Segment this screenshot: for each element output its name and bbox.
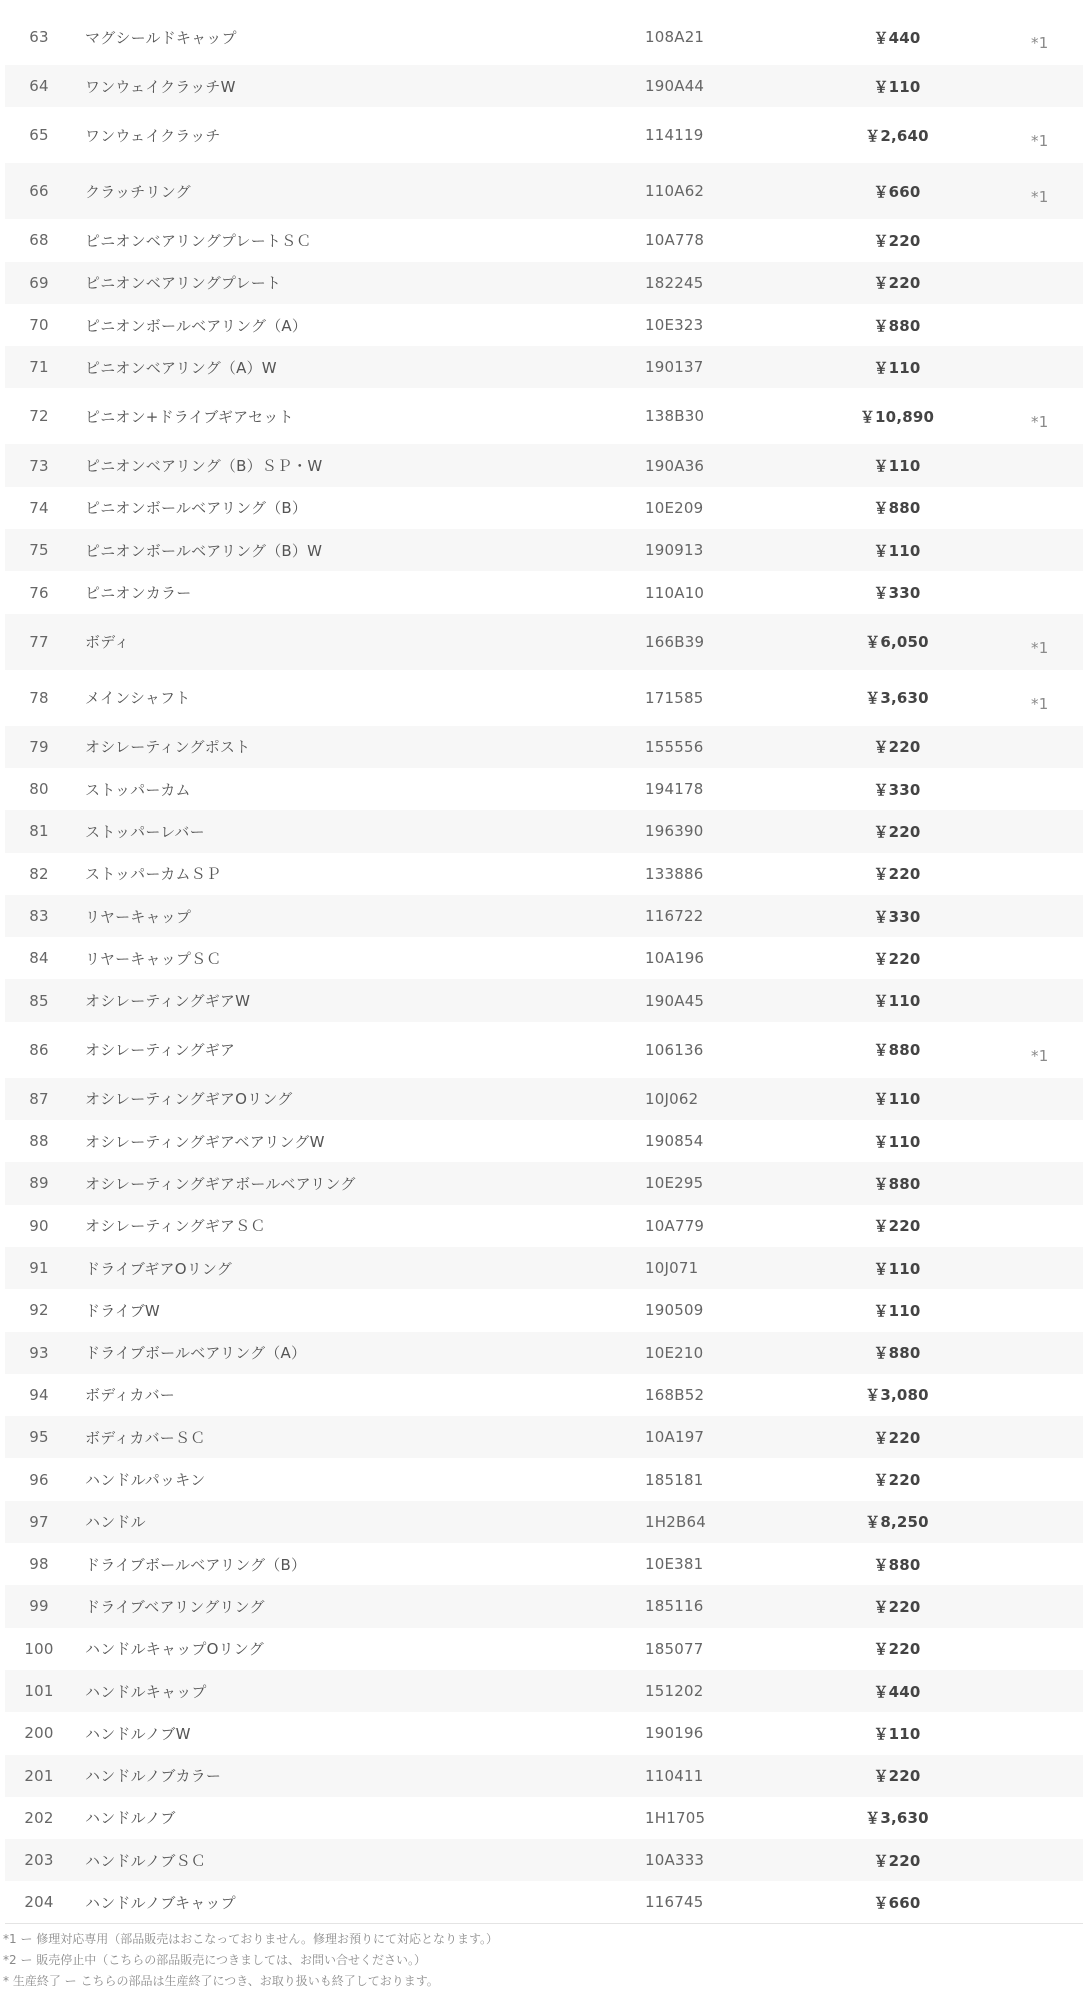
part-name: オシレーティングギアボールベアリング — [85, 1174, 356, 1193]
part-code: 166B39 — [645, 632, 705, 651]
part-number: 69 — [29, 273, 49, 292]
part-name: ピニオンベアリングプレート — [85, 274, 282, 293]
part-name: ボディカバー — [85, 1386, 176, 1405]
part-number: 68 — [29, 231, 49, 250]
note-marker: *1 — [1031, 694, 1049, 713]
part-price: ￥330 — [873, 907, 921, 926]
part-note — [967, 388, 1083, 444]
table-row — [5, 219, 1083, 261]
table-row — [5, 1881, 1083, 1923]
part-code: 194178 — [645, 780, 704, 799]
note-marker: *1 — [1031, 1046, 1049, 1065]
part-note — [967, 304, 1083, 346]
part-number: 87 — [29, 1089, 49, 1108]
part-price: ￥8,250 — [865, 1513, 929, 1532]
part-code: 110A10 — [645, 583, 705, 602]
part-note — [967, 1205, 1083, 1247]
part-number: 92 — [29, 1301, 49, 1320]
part-number: 70 — [29, 316, 49, 335]
part-code: 10E209 — [645, 498, 704, 517]
part-number: 100 — [24, 1639, 54, 1658]
part-code: 116745 — [645, 1881, 827, 1923]
part-note — [967, 1628, 1083, 1670]
part-price: ￥2,640 — [865, 126, 929, 145]
part-note — [967, 1416, 1083, 1458]
part-number: 88 — [29, 1132, 49, 1151]
part-number: 75 — [29, 541, 49, 560]
part-price: ￥880 — [873, 1555, 921, 1574]
part-code: 1H2B64 — [645, 1512, 706, 1531]
table-row — [5, 670, 1083, 726]
part-number: 99 — [29, 1597, 49, 1616]
part-code: 190A45 — [645, 991, 705, 1010]
part-name: オシレーティングポスト — [85, 738, 251, 757]
part-note — [967, 262, 1083, 304]
part-code: 10E323 — [645, 316, 704, 335]
part-note — [967, 1289, 1083, 1331]
table-row — [5, 614, 1083, 670]
part-number: 82 — [29, 864, 49, 883]
part-price: ￥110 — [873, 1724, 921, 1743]
part-code: 106136 — [645, 1040, 704, 1059]
part-price: ￥110 — [873, 1259, 921, 1278]
part-name: ワンウェイクラッチW — [85, 77, 236, 96]
table-row — [5, 1022, 1083, 1078]
part-note — [967, 1120, 1083, 1162]
table-row — [5, 1416, 1083, 1458]
note-marker: *1 — [1031, 188, 1049, 207]
part-note — [967, 1585, 1083, 1627]
table-row — [5, 1839, 1083, 1881]
part-price: ￥880 — [873, 499, 921, 518]
part-code: 10A196 — [645, 949, 705, 968]
part-name: ドライブベアリングリング — [85, 1597, 265, 1616]
part-name: オシレーティングギアベアリングW — [85, 1132, 325, 1151]
part-price: ￥220 — [873, 1640, 921, 1659]
part-code: 10J062 — [645, 1089, 699, 1108]
part-number: 79 — [29, 737, 49, 756]
part-code: 110411 — [645, 1766, 704, 1785]
note-marker: *1 — [1031, 132, 1049, 151]
table-row — [5, 529, 1083, 571]
part-code: 168B52 — [645, 1385, 705, 1404]
part-price: ￥220 — [873, 738, 921, 757]
part-price: ￥220 — [873, 1851, 921, 1870]
table-row — [5, 487, 1083, 529]
part-price: ￥110 — [873, 358, 921, 377]
part-note — [967, 163, 1083, 219]
part-number: 76 — [29, 583, 49, 602]
part-name: リヤーキャップＳＣ — [85, 949, 222, 968]
part-name: ドライブボールベアリング（A） — [85, 1344, 307, 1363]
table-row — [5, 1247, 1083, 1289]
part-code: 196390 — [645, 822, 704, 841]
part-code: 171585 — [645, 688, 704, 707]
part-price: ￥110 — [873, 541, 921, 560]
part-name: ピニオンボールベアリング（B）W — [85, 541, 323, 560]
part-code: 110A62 — [645, 182, 705, 201]
part-code: 138B30 — [645, 407, 705, 426]
part-number: 80 — [29, 780, 49, 799]
part-note — [967, 1839, 1083, 1881]
part-number: 63 — [29, 28, 49, 46]
part-price: ￥110 — [873, 1090, 921, 1109]
part-price: ￥220 — [873, 1597, 921, 1616]
table-row — [5, 1289, 1083, 1331]
part-note — [967, 1022, 1083, 1078]
part-name: ハンドルキャップ — [85, 1682, 207, 1701]
part-code: 10A779 — [645, 1216, 705, 1235]
part-price: ￥220 — [873, 1471, 921, 1490]
part-note — [967, 853, 1083, 895]
part-price: ￥220 — [873, 865, 921, 884]
note-marker: *1 — [1031, 413, 1049, 432]
part-name: ストッパーレバー — [85, 822, 205, 841]
table-row — [5, 1585, 1083, 1627]
part-code: 185116 — [645, 1597, 704, 1616]
table-row — [5, 937, 1083, 979]
part-name: ピニオンベアリング（A）W — [85, 358, 277, 377]
part-name: オシレーティングギアOリング — [85, 1090, 293, 1109]
part-note — [967, 346, 1083, 388]
part-number: 203 — [24, 1851, 54, 1870]
part-name: ハンドルノブ — [85, 1809, 176, 1828]
table-row — [5, 1628, 1083, 1670]
part-number: 95 — [29, 1428, 49, 1447]
table-row — [5, 262, 1083, 304]
part-code: 10E295 — [645, 1174, 704, 1193]
part-number: 78 — [29, 688, 49, 707]
part-name: リヤーキャップ — [85, 907, 192, 926]
part-code: 10A778 — [645, 231, 705, 250]
part-name: オシレーティングギアW — [85, 992, 251, 1011]
part-note — [967, 670, 1083, 726]
part-note — [967, 219, 1083, 261]
part-code: 185077 — [645, 1639, 704, 1658]
part-name: ボディカバーＳＣ — [85, 1428, 206, 1447]
part-price: ￥330 — [873, 780, 921, 799]
part-name: ピニオン+ドライブギアセット — [85, 407, 294, 426]
part-price: ￥110 — [873, 457, 921, 476]
part-name: ストッパーカムＳＰ — [85, 865, 222, 884]
part-code: 10A333 — [645, 1851, 705, 1870]
part-price: ￥220 — [873, 822, 921, 841]
part-number: 89 — [29, 1174, 49, 1193]
part-number: 93 — [29, 1343, 49, 1362]
table-row — [5, 979, 1083, 1021]
part-price: ￥880 — [873, 316, 921, 335]
part-code: 1H1705 — [645, 1808, 706, 1827]
table-row — [5, 1712, 1083, 1754]
table-row — [5, 1120, 1083, 1162]
part-note — [967, 1712, 1083, 1754]
part-note — [967, 1458, 1083, 1500]
part-number: 200 — [24, 1724, 54, 1743]
part-number: 72 — [29, 407, 49, 426]
parts-table-body — [5, 9, 1083, 1924]
part-note — [967, 726, 1083, 768]
part-number: 85 — [29, 991, 49, 1010]
part-note — [967, 1162, 1083, 1204]
table-row — [5, 895, 1083, 937]
part-price: ￥880 — [873, 1174, 921, 1193]
part-code: 190913 — [645, 541, 704, 560]
part-number: 98 — [29, 1555, 49, 1574]
table-row — [5, 1332, 1083, 1374]
part-code: 10A197 — [645, 1428, 705, 1447]
part-code: 10J071 — [645, 1259, 699, 1278]
part-name: マグシールドキャップ — [85, 28, 237, 47]
part-name: メインシャフト — [85, 689, 191, 708]
part-number: 77 — [29, 632, 49, 651]
part-note — [967, 768, 1083, 810]
part-note — [967, 1797, 1083, 1839]
part-number: 101 — [24, 1682, 54, 1701]
part-note — [967, 107, 1083, 163]
part-price: ￥6,050 — [865, 633, 929, 652]
part-name: ボディ — [85, 633, 130, 652]
part-number: 73 — [29, 456, 49, 475]
part-note — [967, 1881, 1083, 1923]
part-note — [967, 487, 1083, 529]
table-row — [5, 1205, 1083, 1247]
part-price: ￥220 — [873, 1217, 921, 1236]
part-price: ￥880 — [873, 1344, 921, 1363]
part-number: 96 — [29, 1470, 49, 1489]
part-name: ドライブボールベアリング（B） — [85, 1555, 307, 1574]
part-name: オシレーティングギア — [85, 1041, 236, 1060]
table-row — [5, 1670, 1083, 1712]
table-row — [5, 1078, 1083, 1120]
part-note — [967, 937, 1083, 979]
part-code: 190137 — [645, 358, 704, 377]
part-name: ハンドルノブW — [85, 1724, 191, 1743]
table-row — [5, 163, 1083, 219]
part-note — [967, 1078, 1083, 1120]
part-code: 10E210 — [645, 1343, 704, 1362]
part-number: 71 — [29, 358, 49, 377]
table-row — [5, 571, 1083, 613]
part-price: ￥3,080 — [865, 1386, 929, 1405]
part-code: 155556 — [645, 737, 704, 756]
part-price: ￥330 — [873, 584, 921, 603]
part-number: 81 — [29, 822, 49, 841]
part-code: 190A44 — [645, 77, 705, 96]
part-note — [967, 810, 1083, 852]
table-row — [5, 1501, 1083, 1543]
part-note — [967, 1670, 1083, 1712]
part-note — [967, 979, 1083, 1021]
table-row — [5, 853, 1083, 895]
footnote-discontinued: * 生産終了 ー こちらの部品は生産終了につき、お取り扱いも終了しております。 — [3, 1974, 439, 1988]
part-price: ￥110 — [873, 992, 921, 1011]
part-note — [967, 1543, 1083, 1585]
part-number: 204 — [5, 1881, 73, 1923]
table-row — [5, 726, 1083, 768]
part-number: 65 — [29, 126, 49, 145]
part-note — [967, 9, 1083, 65]
part-name: ピニオンカラー — [85, 584, 192, 603]
part-note — [967, 1247, 1083, 1289]
part-name: オシレーティングギアＳＣ — [85, 1217, 266, 1236]
parts-table — [5, 9, 1083, 1924]
part-number: 74 — [29, 498, 49, 517]
part-price: ￥440 — [873, 28, 921, 47]
part-note — [967, 1501, 1083, 1543]
table-row — [5, 810, 1083, 852]
table-row — [5, 768, 1083, 810]
part-price: ￥220 — [873, 1767, 921, 1786]
table-row — [5, 65, 1083, 107]
part-note — [967, 1374, 1083, 1416]
part-code: 190509 — [645, 1301, 704, 1320]
part-name: ピニオンボールベアリング（A） — [85, 316, 308, 335]
table-row — [5, 304, 1083, 346]
part-code: 108A21 — [645, 28, 705, 46]
part-code: 190854 — [645, 1132, 704, 1151]
part-note — [967, 614, 1083, 670]
part-price: ￥110 — [873, 1132, 921, 1151]
part-note — [967, 1755, 1083, 1797]
part-price: ￥440 — [873, 1682, 921, 1701]
part-name: ハンドルパッキン — [85, 1471, 206, 1490]
part-note — [967, 895, 1083, 937]
footnote-sales-suspended: *2 ー 販売停止中（こちらの部品販売につきましては、お問い合せください。） — [3, 1953, 427, 1967]
part-number: 91 — [29, 1259, 49, 1278]
part-name: ハンドル — [85, 1513, 146, 1532]
part-code: 151202 — [645, 1682, 704, 1701]
part-name: ストッパーカム — [85, 780, 191, 799]
part-name: ピニオンベアリングプレートＳＣ — [85, 231, 312, 250]
part-number: 94 — [29, 1385, 49, 1404]
part-note — [967, 529, 1083, 571]
part-name: ドライブW — [85, 1301, 160, 1320]
part-name: ピニオンボールベアリング（B） — [85, 499, 308, 518]
part-name: ハンドルノブキャップ — [73, 1881, 645, 1923]
part-code: 185181 — [645, 1470, 704, 1489]
part-note — [967, 65, 1083, 107]
footnote-repair-only: *1 ー 修理対応専用（部品販売はおこなっておりません。修理お預りにて対応となります。） — [3, 1932, 499, 1946]
part-code: 190196 — [645, 1724, 704, 1743]
part-code: 133886 — [645, 864, 704, 883]
part-price: ￥110 — [873, 77, 921, 96]
part-number: 202 — [24, 1808, 54, 1827]
note-marker: *1 — [1031, 638, 1049, 657]
part-number: 64 — [29, 77, 49, 96]
table-row — [5, 346, 1083, 388]
table-row — [5, 1162, 1083, 1204]
part-note — [967, 1332, 1083, 1374]
part-price: ￥220 — [873, 231, 921, 250]
table-row — [5, 1374, 1083, 1416]
table-row — [5, 1458, 1083, 1500]
part-code: 182245 — [645, 273, 704, 292]
part-number: 84 — [29, 949, 49, 968]
table-row — [5, 1543, 1083, 1585]
part-number: 83 — [29, 907, 49, 925]
part-price: ￥880 — [873, 1041, 921, 1060]
part-price: ￥660 — [873, 182, 921, 201]
part-name: ピニオンベアリング（B）ＳＰ・W — [85, 457, 323, 476]
part-number: 90 — [29, 1216, 49, 1235]
part-number: 97 — [29, 1512, 49, 1531]
part-name: クラッチリング — [85, 182, 191, 201]
part-code: 10E381 — [645, 1555, 704, 1574]
part-price: ￥3,630 — [865, 689, 929, 708]
part-price: ￥660 — [827, 1881, 967, 1923]
part-number: 86 — [29, 1040, 49, 1059]
part-name: ハンドルノブＳＣ — [85, 1851, 207, 1870]
part-price: ￥10,890 — [859, 407, 935, 426]
part-name: ハンドルノブカラー — [85, 1767, 222, 1786]
table-row — [5, 444, 1083, 486]
part-name: ハンドルキャップOリング — [85, 1640, 264, 1659]
table-row — [5, 1797, 1083, 1839]
part-name: ワンウェイクラッチ — [85, 126, 221, 145]
table-row — [5, 9, 1083, 65]
part-price: ￥220 — [873, 1428, 921, 1447]
part-number: 66 — [29, 182, 49, 201]
note-marker: *1 — [1031, 34, 1049, 52]
table-row — [5, 388, 1083, 444]
part-price: ￥110 — [873, 1301, 921, 1320]
part-code: 116722 — [645, 907, 704, 925]
part-number: 201 — [24, 1766, 54, 1785]
part-code: 190A36 — [645, 456, 705, 475]
part-price: ￥3,630 — [865, 1809, 929, 1828]
table-row — [5, 1755, 1083, 1797]
part-price: ￥220 — [873, 949, 921, 968]
part-note — [967, 571, 1083, 613]
part-code: 114119 — [645, 126, 704, 145]
table-row — [5, 107, 1083, 163]
part-name: ドライブギアOリング — [85, 1259, 233, 1278]
part-price: ￥220 — [873, 274, 921, 293]
part-note — [967, 444, 1083, 486]
footnotes — [3, 1929, 1083, 1992]
